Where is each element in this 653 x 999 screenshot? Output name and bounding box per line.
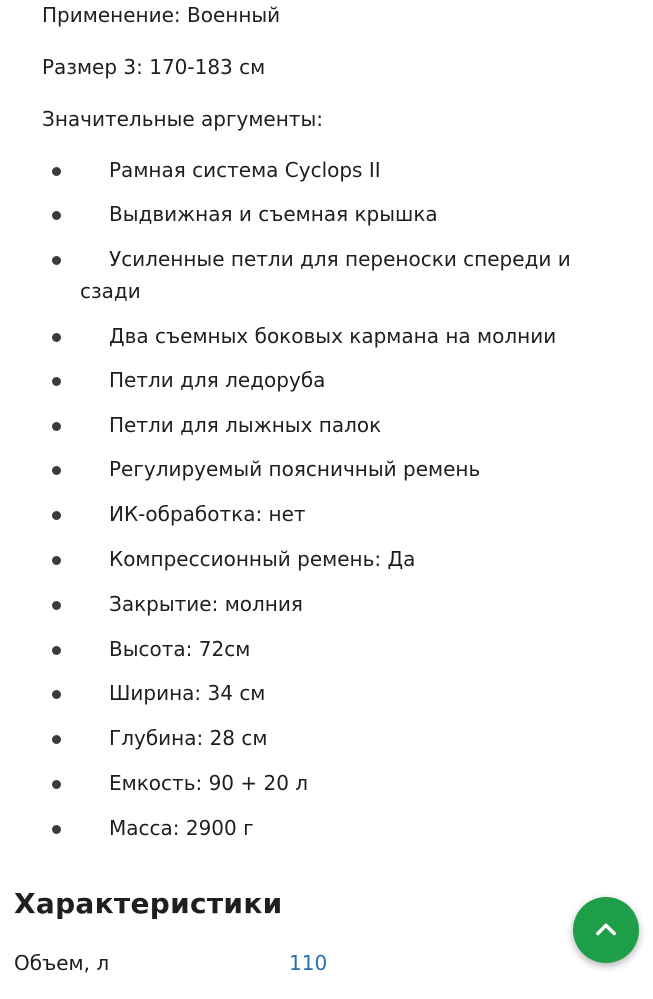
bullet-icon [52,422,61,431]
bullet-icon [52,377,61,386]
bullet-icon [52,333,61,342]
spec-label: Объем, л [14,951,110,975]
bullet-icon [52,256,61,265]
bullet-icon [52,466,61,475]
spec-value: 110 [289,951,328,975]
bullet-icon [52,825,61,834]
feature-text: Выдвижная и съемная крышка [109,202,438,226]
feature-text: Масса: 2900 г [109,816,254,840]
feature-text: Петли для лыжных палок [109,413,382,437]
feature-text: Два съемных боковых кармана на молнии [109,324,557,348]
feature-text: Петли для ледоруба [109,368,326,392]
feature-text: Закрытие: молния [109,592,303,616]
feature-text: Усиленные петли для переноски спереди и [109,247,571,271]
scroll-to-top-button[interactable] [573,897,639,963]
application-text: Применение: Военный [42,3,281,27]
feature-text: Глубина: 28 см [109,726,268,750]
feature-text: Рамная система Cyclops II [109,158,381,182]
bullet-icon [52,780,61,789]
feature-text: Ширина: 34 см [109,681,266,705]
feature-text: ИК-обработка: нет [109,502,306,526]
bullet-icon [52,556,61,565]
feature-text: Высота: 72см [109,637,251,661]
bullet-icon [52,211,61,220]
feature-text: Емкость: 90 + 20 л [109,771,309,795]
section-title: Характеристики [14,887,283,920]
bullet-icon [52,511,61,520]
bullet-icon [52,735,61,744]
feature-text: Регулируемый поясничный ремень [109,457,481,481]
bullet-icon [52,646,61,655]
bullet-icon [52,167,61,176]
arguments-heading: Значительные аргументы: [42,107,323,131]
feature-text: Компрессионный ремень: Да [109,547,416,571]
feature-text-continuation: сзади [80,279,141,303]
size-text: Размер 3: 170-183 см [42,55,266,79]
bullet-icon [52,690,61,699]
bullet-icon [52,601,61,610]
chevron-up-icon [592,916,620,944]
